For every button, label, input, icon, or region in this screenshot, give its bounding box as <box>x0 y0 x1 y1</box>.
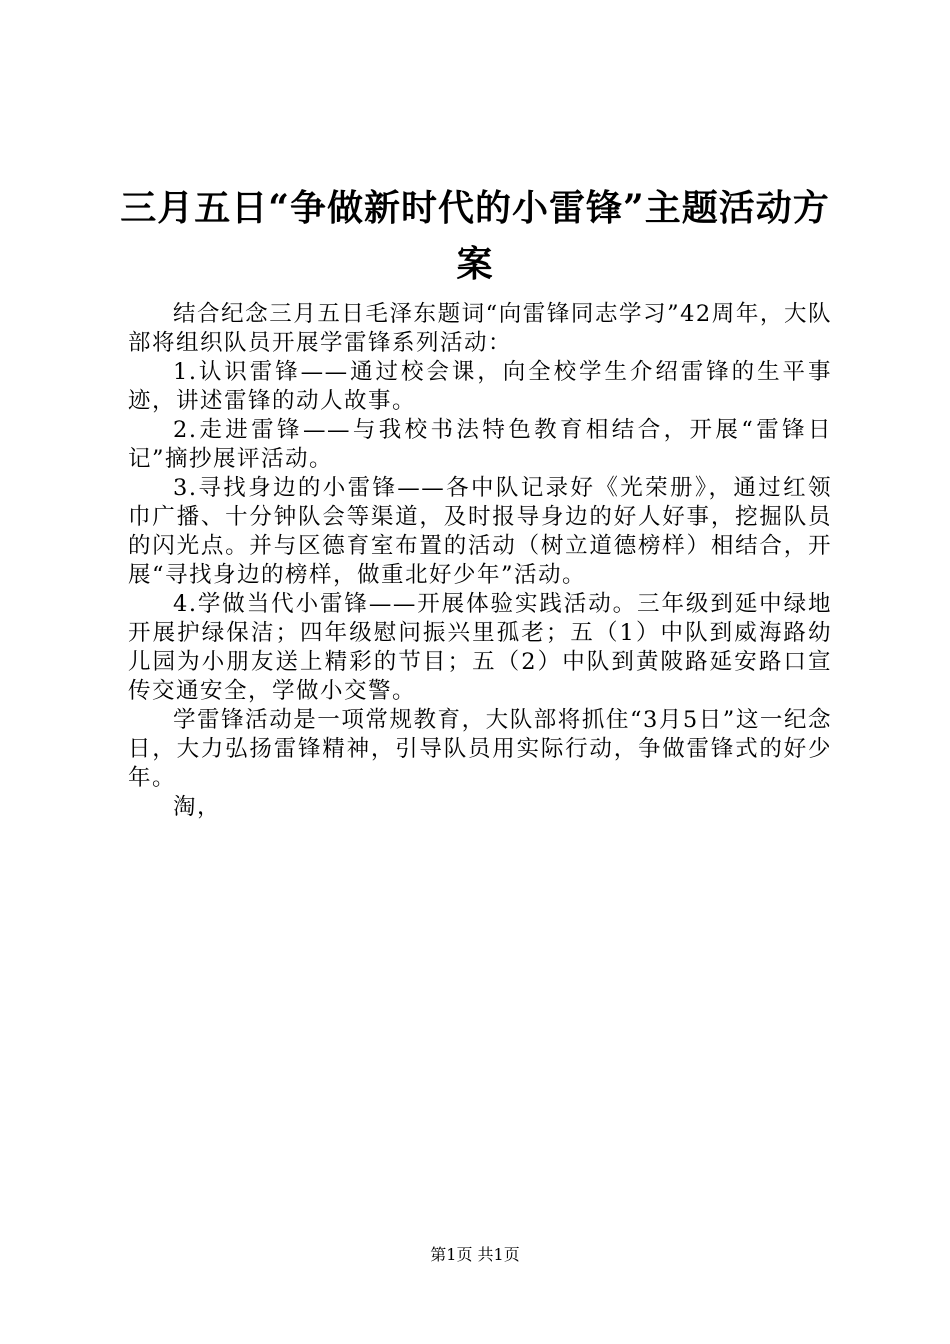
paragraph-intro: 结合纪念三月五日毛泽东题词“向雷锋同志学习”42周年，大队部将组织队员开展学雷锋系列活动： <box>128 301 832 356</box>
paragraph-item-1: 1.认识雷锋——通过校会课，向全校学生介绍雷锋的生平事迹，讲述雷锋的动人故事。 <box>128 359 832 414</box>
paragraph-item-2: 2.走进雷锋——与我校书法特色教育相结合，开展“雷锋日记”摘抄展评活动。 <box>128 417 832 472</box>
paragraph-conclusion: 学雷锋活动是一项常规教育，大队部将抓住“3月5日”这一纪念日，大力弘扬雷锋精神，引导队员用实际行动，争做雷锋式的好少年。 <box>128 707 832 791</box>
document-title: 三月五日“争做新时代的小雷锋”主题活动方案 <box>120 187 830 285</box>
document-body <box>128 300 832 822</box>
paragraph-trailing: 淘， <box>173 794 222 820</box>
page-footer: 第1页 共1页 <box>430 1245 520 1264</box>
paragraph-item-3: 3.寻找身边的小雷锋——各中队记录好《光荣册》，通过红领巾广播、十分钟队会等渠道，及时报导身边的好人好事，挖掘队员的闪光点。并与区德育室布置的活动（树立道德榜样）相结合，开展“寻找身边的榜样，做重北好少年”活动。 <box>128 475 832 588</box>
paragraph-item-4: 4.学做当代小雷锋——开展体验实践活动。三年级到延中绿地开展护绿保洁；四年级慰问振兴里孤老；五（1）中队到威海路幼儿园为小朋友送上精彩的节目；五（2）中队到黄陂路延安路口宣传交通安全，学做小交警。 <box>128 591 832 704</box>
